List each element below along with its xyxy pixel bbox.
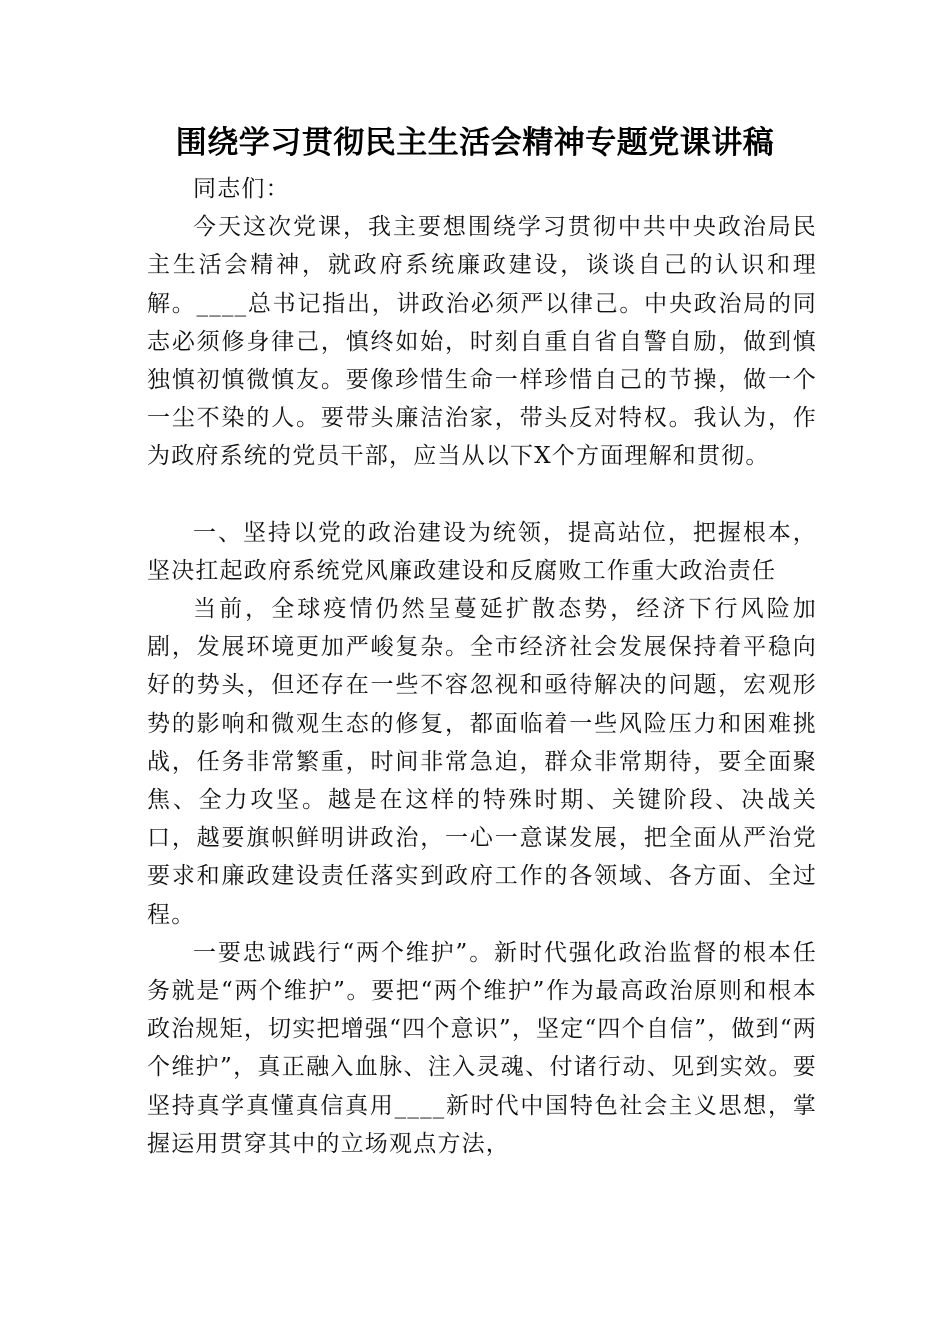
paragraph-point-1: 一要忠诚践行“两个维护”。新时代强化政治监督的根本任务就是“两个维护”。要把“两个维护”作为最高政治原则和根本政治规矩，切实把增强“四个意识”，坚定“四个自信”，做到“两个维护”，真正融入血脉、注入灵魂、付诸行动、见到实效。要坚持真学真懂真信真用____新时代中国特色社会主义思想，掌握运用贯穿其中的立场观点方法， xyxy=(147,939,817,1157)
section-heading-1: 一、坚持以党的政治建设为统领，提高站位，把握根本，坚决扛起政府系统党风廉政建设和反腐败工作重大政治责任 xyxy=(147,519,817,584)
document-title: 围绕学习贯彻民主生活会精神专题党课讲稿 xyxy=(175,125,775,161)
document-body xyxy=(147,170,817,1163)
paragraph-context: 当前，全球疫情仍然呈蔓延扩散态势，经济下行风险加剧，发展环境更加严峻复杂。全市经济社会发展保持着平稳向好的势头，但还存在一些不容忽视和亟待解决的问题，宏观形势的影响和微观生态的修复，都面临着一些风险压力和困难挑战，任务非常繁重，时间非常急迫，群众非常期待，要全面聚焦、全力攻坚。越是在这样的特殊时期、关键阶段、决战关口，越要旗帜鲜明讲政治，一心一意谋发展，把全面从严治党要求和廉政建设责任落实到政府工作的各领域、各方面、全过程。 xyxy=(147,596,817,928)
greeting: 同志们： xyxy=(193,176,290,202)
paragraph-intro: 今天这次党课，我主要想围绕学习贯彻中共中央政治局民主生活会精神，就政府系统廉政建设，谈谈自己的认识和理解。____总书记指出，讲政治必须严以律己。中央政治局的同志必须修身律己，慎终如始，时刻自重自省自警自励，做到慎独慎初慎微慎友。要像珍惜生命一样珍惜自己的节操，做一个一尘不染的人。要带头廉洁治家，带头反对特权。我认为，作为政府系统的党员干部，应当从以下X个方面理解和贯彻。 xyxy=(147,214,817,470)
paragraph-gap xyxy=(147,476,817,514)
